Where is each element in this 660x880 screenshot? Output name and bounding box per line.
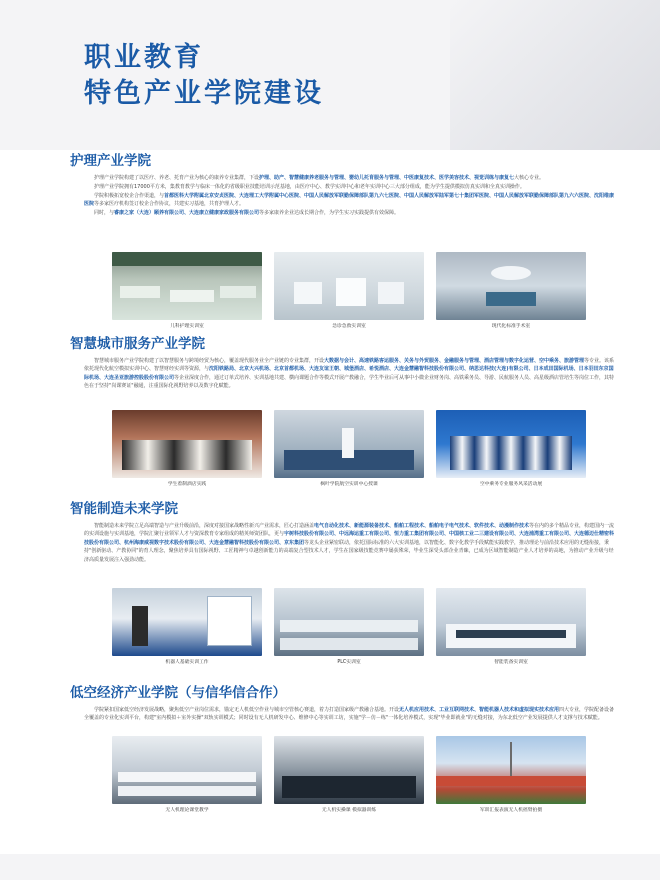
section-body-low-altitude — [70, 706, 615, 723]
body-text: 等在内的多个精品专业，构建国内一流的实训设施与实训基地，学院汇聚行业领军人才与资深教育专家组成的精英师资团队，更与 — [84, 523, 615, 538]
section-nursing — [70, 152, 615, 218]
photo-caption: 智能装备实训室 — [494, 660, 528, 665]
body-text: 等多家康养企业达成长期合作，为学生实习实践提供有效保障。 — [259, 210, 400, 217]
photo-card — [112, 588, 262, 666]
body-text: 等专业。该系依托现代化航空模拟实训中心、智慧财经实训等资源，与 — [84, 358, 615, 373]
section-title-smart-city: 智慧城市服务产业学院 — [70, 336, 205, 352]
photo-caption: 儿科护理实训室 — [170, 324, 204, 329]
body-text: 四大专业，学院配备设备全覆盖的专业化实训平台，构建"室内模拟＋室外实操"双轨实训模式；同时设有无人机研发中心、维修中心等实训工坊，实施"学－仿－练"一体化培养模式，实现"毕业即就业"的无缝对接，为东北低空产业发展提供人才支撑与技术赋能。 — [84, 707, 615, 722]
photo-caption: 无人机实操课 模拟器训练 — [321, 808, 377, 813]
body-text: 护理产业学院拥有17000平方米，集教育教学与临床一体化的省级职业技能培训示范基地，由医疗中心、教学实训中心和老年实训中心三大部分组成，能为学生提供模拟仿真实训和全真实训操作。 — [94, 183, 525, 190]
section-body-smart-city — [70, 357, 615, 391]
photo-drone-theory-class — [112, 736, 262, 804]
highlighted-text: 护理、助产、智慧健康养老服务与管理、婴幼儿托育服务与管理、中医康复技术、医学美容技术、视觉训练与康复七 — [259, 175, 515, 181]
section-body-nursing — [70, 174, 615, 218]
photo-card — [436, 736, 586, 814]
highlighted-text: 无人机应用技术、工业互联网技术、智能机器人技术和虚拟现实技术应用 — [399, 707, 560, 713]
photo-drone-simulator-training — [274, 736, 424, 804]
body-text: 等多家医疗机构签订校企合作协议，共建实习基地，共育护理人才。 — [94, 201, 245, 208]
photo-card — [274, 410, 424, 488]
photo-row-manufacturing — [112, 588, 586, 666]
paragraph — [84, 192, 615, 209]
page-title-line-1: 职业教育 — [84, 42, 204, 73]
photo-caption: 空中乘务专业服务风采活动展 — [479, 482, 543, 487]
highlighted-text: 睿康之家（大连）颐养有限公司、大连康立健康家政服务有限公司 — [114, 210, 260, 217]
photo-caption: 军训汇报表演无人机摇臂拍摄 — [479, 808, 543, 813]
photo-card — [112, 410, 262, 488]
photo-card — [436, 588, 586, 666]
section-low-altitude — [70, 684, 615, 723]
paragraph — [84, 183, 615, 191]
photo-caption: 现代化标准手术室 — [491, 324, 531, 329]
highlighted-text: 宇树科技股份有限公司、中远海运重工有限公司、恒力重工集团有限公司、中国核工业二三建设有限公司、大连浦湾重工有限公司、大连德迈仕精密科技股份有限公司、杭州海康威视数字技术股份有限公司、大连金慧融智科技股份有限公司、京东集团 — [84, 531, 615, 546]
paragraph — [84, 706, 615, 723]
photo-card — [436, 252, 586, 330]
photo-row-nursing — [112, 252, 586, 330]
body-text: 学院积极拓宽校企合作渠道，与 — [94, 192, 165, 199]
section-smart-city — [70, 335, 615, 391]
body-text: 大核心专业。 — [514, 175, 545, 181]
photo-emergency-lab — [274, 252, 424, 320]
section-title-low-altitude: 低空经济产业学院（与信华信合作） — [70, 685, 286, 701]
section-title-manufacturing: 智能制造未来学院 — [70, 501, 178, 517]
highlighted-text: 沈阳铁路局、北京大兴机场、北京首都机场、大连友谊王朝、城堡酒店、希悦酒店、大连金慧融智科技股份有限公司、纳思达科技(大连)有限公司、日本成田国际机场、日本羽田东京国际机场、大连圣亚旅游控股股份有限公司 — [84, 366, 614, 381]
photo-flight-attendant-showcase — [436, 410, 586, 478]
photo-smart-equipment-lab — [436, 588, 586, 656]
body-text: 护理产业学院构建了以医疗、养老、托育产业为核心的康养专业集群，下设 — [94, 175, 260, 181]
photo-pediatric-nursing-lab — [112, 252, 262, 320]
photo-card — [112, 252, 262, 330]
photo-plc-lab — [274, 588, 424, 656]
photo-card — [112, 736, 262, 814]
header-accent-shape — [450, 0, 660, 150]
paragraph — [84, 357, 615, 391]
body-text: 等企业深度合作，通过订单式培养、实训基地共建、横向课题合作等模式开展产教融合，学生毕业后可从事中小微企业财务岗、高铁乘务员、导游、民航服务人员、高星级酒店管培生等岗位工作，其特色在于坚持"岗课赛证"融通，注重国际化视野培养以及数字化赋能。 — [84, 374, 615, 390]
photo-caption: 学生着制酒店实践 — [167, 482, 207, 487]
page-title-line-2: 特色产业学院建设 — [84, 78, 324, 109]
paragraph — [84, 209, 615, 217]
highlighted-text: 首都医科大学附属北京安贞医院、大连理工大学附属中心医院、中国人民解放军联勤保障部队第九六七医院、中国人民解放军陆军第七十集团军医院、中国人民解放军联勤保障部队第九六六医院、沈阳维康医院 — [84, 192, 615, 208]
body-text: 学院紧扣国家低空经济发展战略，聚焦低空产业岗位需求，锚定无人机低空作业与城市空管核心赛道，着力打造国家级产教融合基地。开设 — [94, 707, 400, 713]
section-title-nursing: 护理产业学院 — [70, 153, 151, 169]
body-text: 智慧城市服务产业学院构建了以智慧服务与跨境经贸为核心，覆盖现代服务业全产业链的专业集群，开设 — [94, 358, 325, 364]
photo-caption: 无人机理论课堂教学 — [165, 808, 209, 813]
photo-hotel-practice — [112, 410, 262, 478]
photo-aviation-training — [274, 410, 424, 478]
photo-row-low-altitude — [112, 736, 586, 814]
photo-robotics-lab — [112, 588, 262, 656]
photo-card — [436, 410, 586, 488]
photo-caption: 机器人基础实训工作 — [165, 660, 209, 665]
body-text: 智能制造未来学院立足高端智造与产业升级前沿，深度对接国家战略性新兴产业需求，匠心打造涵盖 — [94, 523, 315, 529]
body-text: 等龙头企业紧密联动，依托国际标准的六大实训基地，以智能化、数字化教学手段赋能实践教学，推动理论与前沿技术应用的无缝衔接，秉持"创新驱动、产教协同"的育人理念，聚焦培养具有国际视野、工匠精神与卓越创新能力的高端复合型技术人才，学生在国家级技能竞赛中屡获殊荣，毕业生深受头部企业青睐，已成为区域智能制造产业人才培养的高地，为推动产业升级与经济高质量发展注入强劲动能。 — [84, 539, 614, 563]
section-body-manufacturing — [70, 522, 615, 564]
bottom-band — [0, 854, 660, 880]
photo-drone-aerial-shot — [436, 736, 586, 804]
body-text: 同时，与 — [94, 210, 115, 217]
photo-operating-room — [436, 252, 586, 320]
page-title — [84, 40, 324, 112]
photo-card — [274, 588, 424, 666]
highlighted-text: 电气自动化技术、新能源装备技术、船舶工程技术、船舶电子电气技术、软件技术、动漫制作技术 — [314, 523, 530, 529]
photo-caption: PLC实训室 — [337, 660, 361, 665]
photo-caption: 急诊急救实训室 — [332, 324, 366, 329]
highlighted-text: 大数据与会计、高速铁路客运服务、关务与外贸服务、金融服务与管理、酒店管理与数字化运营、空中乘务、旅游管理 — [324, 358, 585, 364]
section-intelligent-manufacturing — [70, 500, 615, 565]
photo-card — [274, 736, 424, 814]
paragraph — [84, 174, 615, 182]
photo-row-smart-city — [112, 410, 586, 488]
photo-card — [274, 252, 424, 330]
photo-caption: 枫叶学院航空实训中心授课 — [320, 482, 378, 487]
paragraph — [84, 522, 615, 564]
